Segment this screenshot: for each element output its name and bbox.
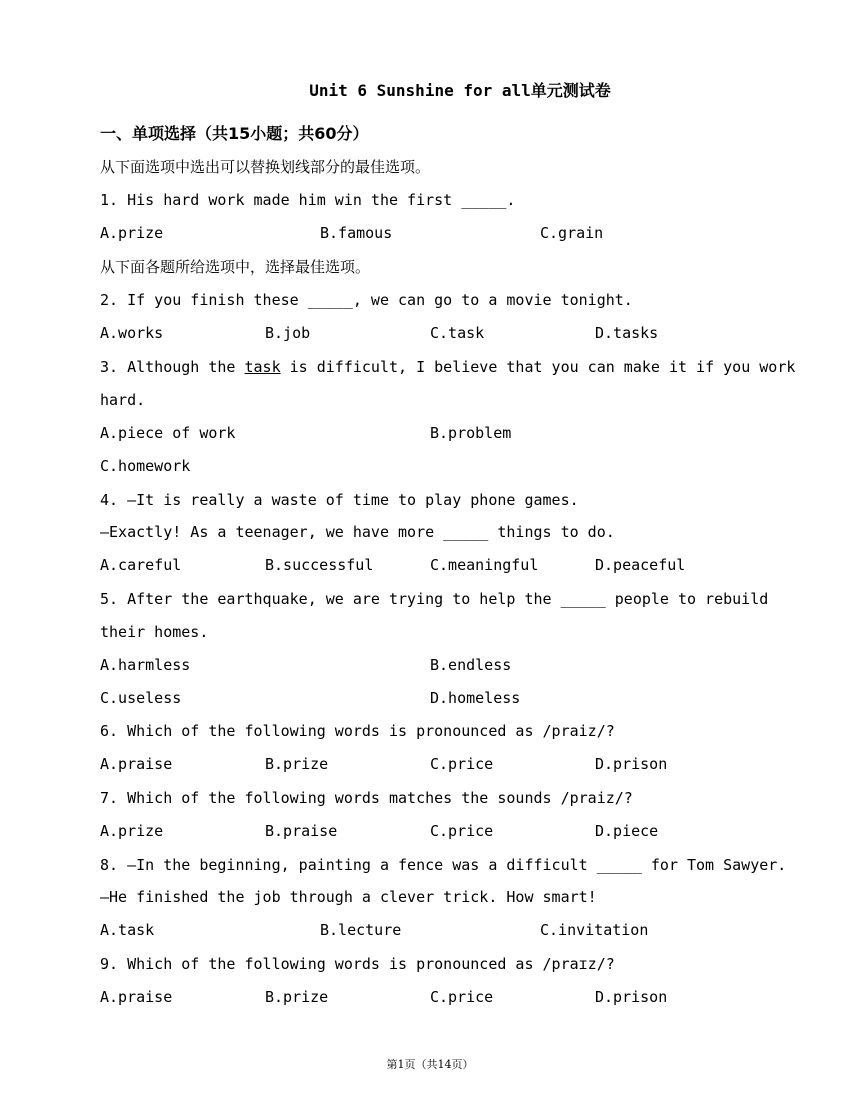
question-8-line-1: 8. —In the beginning, painting a fence was a difficult _____ for Tom Sawyer. xyxy=(100,856,787,874)
question-6-option-c: C.price xyxy=(430,755,494,773)
question-4-option-b: B.successful xyxy=(265,556,374,574)
question-8-option-b: B.lecture xyxy=(320,921,402,939)
question-1-stem: 1. His hard work made him win the first _____. xyxy=(100,191,516,209)
question-5-option-d: D.homeless xyxy=(430,689,521,707)
question-8-option-a: A.task xyxy=(100,921,155,939)
question-2-option-c: C.task xyxy=(430,324,485,342)
question-3-stem-after: is difficult, I believe that you can make it if you work xyxy=(280,358,796,376)
question-3-stem-line-2: hard. xyxy=(100,391,146,409)
instruction-1: 从下面选项中选出可以替换划线部分的最佳选项。 xyxy=(100,158,431,176)
section-heading: 一、单项选择（共15小题；共60分） xyxy=(100,124,369,143)
question-3-option-c: C.homework xyxy=(100,457,191,475)
page-footer: 第1页（共14页） xyxy=(386,1058,474,1071)
question-9-option-c: C.price xyxy=(430,988,494,1006)
question-8-option-c: C.invitation xyxy=(540,921,649,939)
question-7-stem: 7. Which of the following words matches the sounds /praiz/? xyxy=(100,789,633,807)
question-2-option-d: D.tasks xyxy=(595,324,659,342)
question-5-line-2: their homes. xyxy=(100,623,209,641)
question-9-option-a: A.praise xyxy=(100,988,173,1006)
question-3-stem xyxy=(100,356,795,378)
question-9-stem: 9. Which of the following words is pronounced as /praɪz/? xyxy=(100,955,615,973)
question-7-option-b: B.praise xyxy=(265,822,338,840)
question-7-option-a: A.prize xyxy=(100,822,164,840)
question-1-option-c: C.grain xyxy=(540,224,604,242)
question-1-option-b: B.famous xyxy=(320,224,393,242)
question-5-option-b: B.endless xyxy=(430,656,512,674)
question-3-underlined-word: task xyxy=(244,358,281,376)
question-7-option-d: D.piece xyxy=(595,822,659,840)
question-5-option-a: A.harmless xyxy=(100,656,191,674)
question-4-option-c: C.meaningful xyxy=(430,556,539,574)
question-6-option-b: B.prize xyxy=(265,755,329,773)
question-4-option-d: D.peaceful xyxy=(595,556,686,574)
question-2-stem: 2. If you finish these _____, we can go to a movie tonight. xyxy=(100,291,633,309)
question-2-option-b: B.job xyxy=(265,324,311,342)
question-9-option-b: B.prize xyxy=(265,988,329,1006)
question-4-option-a: A.careful xyxy=(100,556,182,574)
question-9-option-d: D.prison xyxy=(595,988,668,1006)
question-5-line-1: 5. After the earthquake, we are trying to help the _____ people to rebuild xyxy=(100,590,769,608)
question-3-stem-before: 3. Although the xyxy=(100,358,245,376)
question-3-option-a: A.piece of work xyxy=(100,424,236,442)
question-8-line-2: —He finished the job through a clever trick. How smart! xyxy=(100,888,597,906)
question-6-option-d: D.prison xyxy=(595,755,668,773)
question-4-line-1: 4. —It is really a waste of time to play phone games. xyxy=(100,491,579,509)
question-6-stem: 6. Which of the following words is pronounced as /praiz/? xyxy=(100,722,615,740)
question-2-option-a: A.works xyxy=(100,324,164,342)
question-6-option-a: A.praise xyxy=(100,755,173,773)
question-1-option-a: A.prize xyxy=(100,224,164,242)
question-3-option-b: B.problem xyxy=(430,424,512,442)
question-5-option-c: C.useless xyxy=(100,689,182,707)
document-title: Unit 6 Sunshine for all单元测试卷 xyxy=(309,81,611,100)
instruction-2: 从下面各题所给选项中，选择最佳选项。 xyxy=(100,258,371,276)
question-4-line-2: —Exactly! As a teenager, we have more _____ things to do. xyxy=(100,523,615,541)
question-7-option-c: C.price xyxy=(430,822,494,840)
